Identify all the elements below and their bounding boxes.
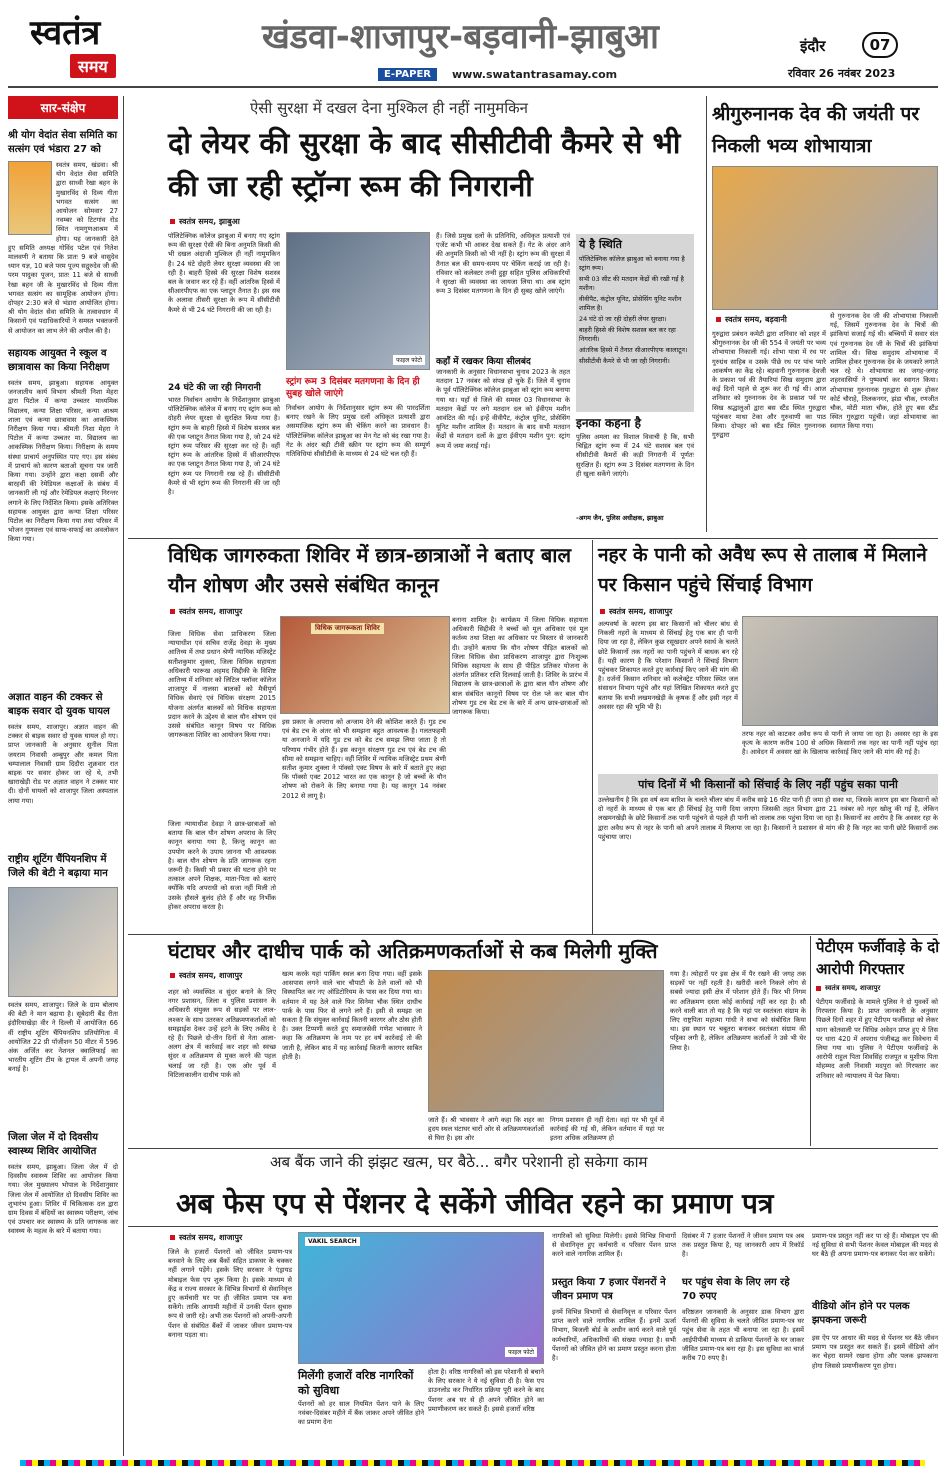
ghanta-col2: खत्म करके यहां पार्किंग स्थल बना दिया गया। वहीं इसके आसपास लगने वाले चार चौपाटी के ठेले वालों को भी विस्थापित कर नए ऑडिटोरियम के पास कर दिया गया था। वर्तमान में यह ठेले वाले फिर सिनेमा चौक स्थित दाधीच पार्क के पास फिर से लगने लगे हैं। इसी से समझा जा सकता है कि संयुक्त कार्रवाई कितनी कारगर और ठोस होती है। उक्त टिप्पणी करते हुए समाजसेवी गणेश भावसार ने कहा कि अतिक्रमण के नाम पर हर वर्ष कार्रवाई तो की जाती है, लेकिन बाद में यह कार्रवाई कितनी कारगर साबित होती है। bbox=[282, 970, 422, 1061]
lead-byline: स्वतंत्र समय, झाबुआ bbox=[170, 216, 240, 227]
date-label: रविवार 26 नवंबर 2023 bbox=[788, 67, 896, 80]
info-item: बाहरी हिस्से की विशेष सशस्त्र बल कर रहा निगरानी। bbox=[579, 326, 676, 343]
info-box-title: ये है स्थिति bbox=[579, 238, 622, 251]
sidebar-item-3-body: स्वतंत्र समय, शाजापुर। अज्ञात वाहन की टक्कर से बाइक सवार दो युवक घायल हो गए। प्राप्त जानकारी के अनुसार सुनील पिता जयराम निवासी अम्बुपुर और कमल पिता चम्पालाल निवासी ग्राम दिदौरा शुक्रवार रात बाइक पर सवार होकर जा रहे थे, तभी खाराखेड़ी रोड पर अज्ञात वाहन ने टक्कर मार दी। दोनों घायलों को शाजापुर जिला अस्पताल लाया गया। bbox=[8, 723, 118, 805]
section-divider-3 bbox=[128, 1148, 938, 1149]
ghanta-col4: गया है। त्योहारों पर इस क्षेत्र में पैर रखने की जगह तक सड़कों पर नहीं रहती है। खरीदी करने निकले लोग से सबसे ज्यादा इसी क्षेत्र में परेशान होते हैं। फिर भी निगम का अतिक्रमण दस्ता कोई कार्रवाई नहीं कर रहा है। सौ करने वाली बात तो यह है कि यहां पर स्वतंत्रता संग्राम के लिए राष्ट्रपिता महात्मा गांधी ने सभा को संबोधित किया था। इस स्थान पर चबूतरा बनाकर स्वतंत्रता संग्राम की पट्टिका लगी है, लेकिन अतिक्रमण कर्ताओं ने उसे भी घेर लिया है। bbox=[670, 970, 806, 1052]
legal-col1b: जिला न्यायाधीश देवड़ा ने छात्र-छात्राओं को बताया कि बाल यौन शोषण अपराध के लिए कानून बनाया गया है, किन्तु कानून का उपयोग करने के उपाय जानना भी आवश्यक है। बाल यौन शोषण के प्रति जागरूक रहना जरूरी है। किसी भी प्रकार की घटना होने पर तत्काल अपने शिक्षक, माता-पिता को बताएं क्योंकि यदि अपराधी को सजा नहीं मिली तो उसके हौसले बुलंद होते हैं और वह निर्भीक होकर अपराध करता है। bbox=[168, 820, 276, 911]
bank-col1: जिले के हजारों पेंशनरों को जीवित प्रमाण-पत्र बनवाने के लिए अब बैंकों सहित डाकघर के चक्कर नहीं लगाने पड़ेंगे। इसके लिए सरकार ने एंड्रायड मोबाइल फेस एप शुरू किया है। इसके माध्यम से केंद्र व राज्य सरकार के विभिन्न विभागों से सेवानिवृत्त हुए कर्मचारी घर पर ही जीवित प्रमाण पत्र बना सकेंगे। ताकि आगामी महीनों में उनकी पेंशन सुचारु रूप से जारी रहे। अभी तक पेंशनरों को अपनी-अपनी पेंशन से संबंधित बैंकों में जाकर जीवन प्रमाण-पत्र बनाना पड़ता था। bbox=[168, 1248, 292, 1339]
sidebar-item-4-body: स्वतंत्र समय, शाजापुर। जिले के ग्राम बोलाय की बेटी ने मान बढ़ाया है। सूबेदारी बैंड रीता इंदौरियाखेड़ा वीर ने दिल्ली में आयोजित 66 वीं राष्ट्रीय शूटिंग चैंपियनशिप प्रतियोगिता में आयोजित 22 प्री पॉजीशन 50 मीटर में 596 अंक अर्जित कर नेशनल क्वालिफाई का भारतीय शूटिंग टीम के ट्रायल में अपनी जगह बनाई है। bbox=[8, 1001, 118, 1074]
info-item: आंतरिक हिस्से में तैनात सीआरपीएफ कालाटून। bbox=[579, 346, 688, 354]
sidebar-divider bbox=[123, 96, 124, 1456]
market-photo bbox=[428, 970, 664, 1112]
legal-col2: इस प्रकार के अपराध को अन्जाम देने की कोशिश करते हैं। गुड टच एवं बेड टच के अंतर को भी समझना बहुत आवश्यक है। गलतफहमी या अनजाने में यदि गुड टच को बेड टच समझ लिया जाता है तो परिणाम गंभीर होते हैं। इस कानून संरक्षण गुड टच एवं बेड टच की सीमा को समझना चाहिए। वहीं शिविर में न्यायिक मजिस्ट्रेट प्रथम श्रेणी सतीश कुमार शुक्ला ने पॉक्सो एक्ट विषय के बारे में बताते हुए कहा कि पॉक्सो एक्ट 2012 भारत का एक कानून है जो बच्चों के यौन शोषण को रोकने के लिए बनाया गया है। यह कानून 14 नवंबर 2012 से लागू है। bbox=[282, 718, 446, 800]
masthead-logo bbox=[30, 14, 160, 84]
lead-sub2: कहाँ में रखकर किया सीलबंद bbox=[436, 357, 531, 367]
lead-col2: निर्वाचन आयोग के निर्देशानुसार स्ट्रांग रूम की पारदर्शिता बनाए रखने के लिए प्रमुख दलों अधिकृत प्रत्याशी द्वारा असमाजिक स्ट्रांग रूम की चेकिंग करने का प्रावधान है। पॉलिटेक्निक कॉलेज झाबुआ का मेन गेट को बंद रखा गया है। गेट के अंदर बड़ी टीवी स्क्रीन पर स्ट्रांग रूम की सम्पूर्ण गतिविधियां सीसीटीवी के माध्यम से 24 घंटे चल रही हैं। bbox=[286, 404, 430, 459]
epaper-label: E-PAPER bbox=[378, 68, 437, 81]
bank-sub1: मिलेंगी हजारों वरिष्ठ नागरिकों को सुविधा bbox=[298, 1369, 414, 1397]
city-label: इंदौर bbox=[800, 37, 826, 55]
sidebar bbox=[8, 96, 118, 1458]
canal-divider bbox=[592, 540, 593, 934]
sidebar-item-2-body: स्वतंत्र समय, झाबुआ। सहायक आयुक्त जनजातीय कार्य विभाग श्रीमती निशा मेहरा द्वारा पिटोल में कन्या उच्चतर माध्यमिक विद्यालय, कन्या शिक्षा परिसर, कन्या आश्रम शाला एवं कन्या छात्रावास का आकस्मिक निरीक्षण किया गया। श्रीमती निशा मेहरा ने पिटोल में कन्या उच्चतर मा. विद्यालय का आकस्मिक निरीक्षण किया। निरीक्षण के समय संस्था प्राचार्य अनुपस्थित पाए गए। इस संबंध में प्राचार्य को कारण बताओ सूचना पत्र जारी किया गया। उन्होंने द्वारा कक्षा दसवीं और बारहवीं की रेमेडियल कक्षाओं के संबंध में जानकारी ली गई और रेमेडियल कक्षाएं निरन्तर लगाने के लिए निर्देशित किया। इसके अतिरिक्त सहायक आयुक्त द्वारा कन्या शिक्षा परिसर पिटोल का निरीक्षण किया गया तथा परिसर में भोजन गुणवत्ता एवं साफ-सफाई का अवलोकन किया गया। bbox=[8, 379, 118, 544]
lead-headline: दो लेयर की सुरक्षा के बाद सीसीटीवी कैमरे से भी की जा रही स्ट्रॉन्ग रूम की निगरानी bbox=[168, 126, 681, 203]
color-registration-strip bbox=[20, 1460, 925, 1466]
strongroom-photo bbox=[286, 232, 430, 370]
info-item: सीसीटीवी कैमरे से भी जा रही निगरानी। bbox=[579, 357, 670, 365]
photo-credit: फाइल फोटो bbox=[393, 355, 425, 365]
legal-byline: स्वतंत्र समय, शाजापुर bbox=[170, 606, 242, 617]
paytm-body: पेटीएम फर्जीवाड़े के मामले पुलिस ने दो युवकों को गिरफ्तार किया है। प्राप्त जानकारी के अनुसार पिछले दिनों शहर में हुए पेटीएम फर्जीवाड़ा को लेकर थाना कोतवाली पर विधिन्न अवेदन प्राप्त हुए थे तिस पर धारा 420 में अपराध पंजीबद्ध कर विवेचना में लिया गया था। पुलिस ने पेटीएम फर्जीवाड़े के आरोपी राहुल पिता शिवसिंह राजपूत व मुशीफ पिता मोहम्मद अली निवासी मदपुरा को गिरफ्तार कर शनिवार को न्यायालय में पेश किया। bbox=[816, 998, 938, 1080]
info-item: वीवीपैट, कंट्रोल यूनिट, प्रोसेसिंग यूनिट मशीन शामिल है। bbox=[579, 295, 682, 312]
paytm-byline: स्वतंत्र समय, शाजापुर bbox=[816, 984, 880, 993]
legal-col1: जिला विधिक सेवा प्राधिकरण जिला न्यायाधीश एवं सचिव राजेंद्र देवड़ा के मुख्य आतिथ्य में तथा प्रधान श्रेणी न्यायिक मजिस्ट्रेट सतीशकुमार शुक्ला, जिला विधिक सहायता अधिकारी फारूख अहमद सिद्दीकी के विशिष्ट आतिथ्य में शनिवार को लिटिल फ्लॉवर कॉलेज शाजापुर में नालसा बालकों को मैत्रीपूर्ण विधिक सेवाएं एवं विधिक संरक्षण 2015 योजना अंतर्गत बालकों को विधिक सहायता प्रदान करने के उद्देश्य से बाल यौन शोषण एवं उससे संबंधित कानून विषय पर विधिक जागरूकता शिविर का आयोजन किया गया। bbox=[168, 630, 276, 740]
sidebar-item-1-title: श्री योग वेदांत सेवा समिति का सत्संग एवं भंडारा 27 को bbox=[8, 130, 118, 155]
legal-headline: विधिक जागरुकता शिविर में छात्र-छात्राओं ने बताए बाल यौन शोषण और उससे संबंधित कानून bbox=[168, 543, 572, 597]
canal-byline: स्वतंत्र समय, शाजापुर bbox=[600, 606, 672, 617]
ghanta-col3b: निगम प्रशासन ही नहीं देता। वहां पर भी पूर्व में कार्रवाई की गई थी, लेकिन वर्तमान में यहां पर इतना अधिक अतिक्रमण हो bbox=[550, 1116, 664, 1143]
ghanta-col3: जाते हैं। श्री भावसार ने आगे कहा कि शहर का हृदय स्थल घंटाघर चारों ओर से अतिक्रमणकर्ताओं से घिरा है। इस ओर bbox=[428, 1116, 544, 1143]
bank-byline: स्वतंत्र समय, शाजापुर bbox=[170, 1232, 242, 1243]
right-col-divider bbox=[706, 96, 707, 532]
bank-col3: नागरिकों को सुविधा मिलेगी। इससे विभिन्न विभागों से सेवानिवृत्त हुए कर्मचारी व परिवार पेंशन प्राप्त करने वाले नागरिक शामिल हैं। bbox=[552, 1232, 676, 1259]
bank-sub2: प्रस्तुत किया 7 हजार पेंशनरों ने जीवन प्रमाण पत्र bbox=[552, 1277, 666, 1302]
quote-text: पुलिस अमला का विशाल विवाची है कि, सभी चिह्नित स्ट्रांग रूम में 24 घंटे सशस्त्र बल एवं सीसीटीवी कैमरों की कड़ी निगरानी में पूर्णतः सुरक्षित हैं। स्ट्रांग रूम 3 दिसंबर मतगणना के दिन ही खुला सकेंगे जाएंगे। bbox=[576, 433, 694, 478]
bank-col2: होता है। वरिष्ठ नागरिकों को इस परेशानी से बचाने के लिए सरकार ने ये नई सुविधा दी है। फेस एप डाउनलोड कर निर्धारित प्रक्रिया पूरी करने के बाद पेंशनर अब घर से ही अपने जीवित होने का प्रमाणीकरण कर सकते हैं। इससे हजारों वरिष्ठ bbox=[428, 1368, 544, 1413]
bank-col5b: इस ऐप पर आधार की मदद से पेंशनर घर बैठे जीवन प्रमाण पत्र प्रस्तुत कर सकते हैं। इसमें वीडियो ऑन कर चेहरा सामने रखना होगा और पलक झपकाना होगा जिससे प्रमाणीकरण पूरा होगा। bbox=[812, 1334, 938, 1370]
legal-col3: बनाना शामिल है। कार्यक्रम में जिला विधिक सहायता अधिकारी सिद्दीकी ने बच्चों को मूल अधिकार एवं मूल कर्तव्य तथा शिक्षा का अधिकार पर विस्तार से जानकारी दी। उन्होंने बताया कि यौन शोषण पीड़ित बालकों को जिला विधिक सेवा प्राधिकरण शाजापुर द्वारा निःशुल्क विधिक सहायता के साथ ही पीड़ित प्रतिकर योजना के अंतर्गत प्रतिकर राशि दिलवाई जाती है। शिविर के प्रारंभ में विद्यालय के छात्र-छात्राओं के द्वारा बाल यौन शोषण और बाल संबंधित कानूनों विषय पर रोल प्ले कर बाल यौन शोषण गुड टच बेड टच के बारे में अन्य छात्र-छात्राओं को जागरूक किया। bbox=[452, 616, 588, 717]
guru-col2: से गुरुनानक देव जी की शोभायात्रा निकाली गई, जिसमें गुरुनानक देव के चित्रों की झांकियां सजाई गई थी। बच्चियों में सवार संत एवं गुरुनानक देव जी के चित्रों की झांकियां शामिल थी। सिख समुदाय शोभायात्रा में शामिल होकर गुरुनानक देव के जयकारे लगाते चल रहे थे। शोभायात्रा का जगह-जगह शहरवासियों ने पुष्पवर्षा कर स्वागत किया। शोभायात्रा गुरुनानक गुरुद्वारा से शुरू होकर कोर्ट चौराहे, तिलकनगर, झंडा चौक, रणजीत चौक, मोटी माता चौक, होते हुए बस स्टैंड स्थित गुरुद्वारा पहुंची। जहां शोभायात्रा का स्वागत किया गया। bbox=[830, 312, 938, 431]
lead-col1: पॉलिटेक्निक कॉलेज झाबुआ में बनाए गए स्ट्रांग रूम की सुरक्षा ऐसी की बिना अनुमति किसी की भी दखल अंदाजी मुश्किल ही नहीं नामुमकिन है। 24 घंटे दोहरी लेयर सुरक्षा व्यवस्था की जा रही है। बाहरी हिस्से की सुरक्षा विशेष सशस्त्र बल के जवान कर रहे हैं। वहीं आंतरिक हिस्से में सीआरपीएफ का एक प्लाटून तैनात है। इस सब के अलावा तीसरी सुरक्षा के रूप में सीसीटीवी कैमरे से भी 24 घंटे निगरानी की जा रही है। bbox=[168, 232, 280, 314]
canal-sub-bar: पांच दिनों में भी किसानों को सिंचाई के लिए नहीं पहुंच सका पानी bbox=[598, 774, 938, 795]
sidebar-item-5-body: स्वतंत्र समय, झाबुआ। जिला जेल में दो दिवसीय स्वास्थ्य शिविर का आयोजन किया गया। जेल मुख्यालय भोपाल के निर्देशानुसार जिला जेल में आयोजित दो दिवसीय शिविर का शुभारंभ हुआ। शिविर में चिकित्सक दल द्वारा ग्राम दिवस में बंदियों का स्वास्थ्य परीक्षण, जांच एवं उपचार कर स्वास्थ्य के प्रति जागरूक कर स्वास्थ्य के महत्व के बारे में बताया गया। bbox=[8, 1163, 118, 1236]
paytm-divider bbox=[810, 936, 811, 1146]
ghanta-headline: घंटाघर और दाधीच पार्क को अतिक्रमणकर्ताओं से कब मिलेगी मुक्ति bbox=[168, 939, 658, 963]
paytm-headline: पेटीएम फर्जीवाड़े के दो आरोपी गिरफ्तार bbox=[816, 938, 940, 978]
info-item: पॉलिटेक्निक कॉलेज झाबुआ को बनाया गया है स्ट्रांग रूम। bbox=[579, 255, 685, 272]
bank-col4b: वरिष्ठजन जानकारी के अनुसार डाक विभाग द्वारा पेंशनरों की सुविधा के चलते जीवित प्रमाण-पत्र घर पहुंच सेवा के तहत भी बनाया जा रहा है। इसमें आईपीपीबी माध्यम से डाकिया पेंशनरों के घर जाकर जीवित प्रमाण-पत्र बना रहा है। इस सुविधा का चार्ज करीब 70 रुपए है। bbox=[682, 1308, 804, 1363]
edition-title: खंडवा-शाजापुर-बड़वानी-झाबुआ bbox=[262, 17, 659, 57]
bank-kicker: अब बैंक जाने की झंझट खत्म, घर बैठे... बगैर परेशानी हो सकेगा काम bbox=[270, 1153, 648, 1171]
quote-box bbox=[576, 414, 694, 532]
sidebar-item-2-title: सहायक आयुक्त ने स्कूल व छात्रावास का किया निरीक्षण bbox=[8, 348, 110, 373]
lead-col3: हैं। जिसे प्रमुख दलों के प्रतिनिधि, अधिकृत प्रत्याशी एवं एजेंट कभी भी आकर देख सकते हैं। गेट के अंदर आने की अनुमति किसी को भी नहीं है। स्ट्रांग रूम की सुरक्षा में तैनात बल की समय-समय पर चेकिंग कराई जा रही है। रविवार को कलेक्टर तन्वी हुड्डा सहित पुलिस अधिकारियों ने सुरक्षा की व्यवस्था का जायजा लिया था। अब स्ट्रांग रूम 3 दिसंबर मतगणना के दिन ही सुबह खोले जाएंगे। bbox=[436, 232, 570, 296]
face-photo-credit: फाइल फोटो bbox=[505, 1347, 537, 1357]
sidebar-item-3-title: अज्ञात वाहन की टक्कर से बाइक सवार दो युवक घायल bbox=[8, 692, 110, 717]
sidebar-item-1-body: स्वतंत्र समय, खंडवा। श्री योग वेदांत सेवा समिति द्वारा साध्वी रेखा बहन के मुखारविंद से दिव्य गीता भगवत सत्संग का आयोजन सोमवार 27 नवम्बर को टिटगांव रोड स्थित नामगुणआश्रम में होगा। यह जानकारी देते हुए समिति अध्यक्ष गोविंद पटेल एवं नितेश मालवणी ने बताया कि प्रातः 9 बजे वासुदेव ध्यान यज्ञ, 10 बजे परम पूज्य सद्गुरुदेव जी की परम पादुका पूजन, प्रातः 11 बजे से साध्वी रेखा बहन जी के मुखारविंद से दिव्य गीता भगवत सत्संग का सामूहिक आयोजन होगा। दोपहर 2:30 बजे से भंडारा आयोजित होगा। श्री योग वेदांत सेवा समिति के तत्वावधान में किसानों एवं पदाधिकारियों ने समस्त भक्तजनों से आयोजन का लाभ लेने की अपील की है। bbox=[8, 161, 118, 335]
legal-photo bbox=[280, 616, 450, 714]
logo-top: स्वतंत्र bbox=[30, 13, 101, 53]
procession-photo bbox=[712, 166, 938, 310]
sidebar-portrait bbox=[8, 161, 52, 235]
face-app-photo bbox=[298, 1232, 544, 1364]
logo-bottom: समय bbox=[70, 54, 116, 78]
bank-sub4: वीडियो ऑन होने पर पलक झपकना जरूरी bbox=[812, 1301, 910, 1326]
quote-attribution: -अगम जैन, पुलिस अधीक्षक, झाबुआ bbox=[576, 514, 664, 522]
bank-sub3: घर पहुंच सेवा के लिए लग रहे 70 रुपए bbox=[682, 1277, 790, 1302]
masthead-divider bbox=[8, 86, 938, 88]
bank-headline: अब फेस एप से पेंशनर दे सकेंगे जीवित रहने का प्रमाण पत्र bbox=[176, 1187, 774, 1220]
canal-caption: तरफ नहर को काटकर अवैध रूप से पानी ले जाया जा रहा है। अवसर रहा के इस कृत्य के कारण करीब 100 से अधिक किसानों तक नहर का पानी नहीं पहुंच रहा है। आवेदन में अवसर खां के खिलाफ कार्रवाई किए जाने की मांग की गई है। bbox=[742, 730, 938, 757]
bank-divider bbox=[128, 1226, 938, 1227]
section-divider-1 bbox=[128, 538, 938, 539]
bank-col1b: पेंशनरों को हर साल नियमित पेंशन पाने के लिए नवंबर-दिसंबर महीने में बैंक जाकर अपने जीवित होने का प्रमाण देना bbox=[298, 1400, 424, 1427]
canal-col2: उल्लेखनीय है कि इस वर्ष कम बारिश के चलते चीलर बांध में करीब साढ़े 16 फीट पानी ही जमा हो सका था, जिसके कारण इस बार किसानों को दो नहरों के माध्यम से एक बार ही सिंचाई हेतु पानी दिया जाएगा जिसकी तहत विभाग द्वारा 21 नवंबर को नहर खोलू की गई है, लेकिन लखमनखेड़ी के छोटे किसानों तक पानी पहुंचने से पहले ही पानी को तालाब तक पहुंचा दिया जा रहा है। किसानों का आरोप है कि अवसर रहा के द्वारा अवैध रूप से नहर के पानी को अपने तालाब में मिलाया जा रहा है। किसानों ने प्रशासन से मांग की है कि नहर का पानी छोटे किसानों तक पहुंचाया जाए। bbox=[598, 796, 938, 841]
quote-title: इनका कहना है bbox=[576, 416, 641, 430]
sidebar-item-5-title: जिला जेल में दो दिवसीय स्वास्थ्य शिविर आयोजित bbox=[8, 1132, 98, 1157]
info-item: 24 घंटे दो जा रही दोहरी लेयर सुरक्षा। bbox=[579, 315, 667, 323]
guru-headline: श्रीगुरुनानक देव की जयंती पर निकली भव्य शोभायात्रा bbox=[712, 103, 920, 157]
bank-col3b: इनमें विभिन्न विभागों से सेवानिवृत्त व परिवार पेंशन प्राप्त करने वाले नागरिक शामिल हैं। इनमें ऊर्जा विभाग, बिजली बोर्ड के अधीन कार्य करने वाले पूर्व कर्मचारियों, अधिकारियों की संख्या ज्यादा है। सभी पेंशनरों को जीवित होने का प्रमाण प्रस्तुत करना होता है। bbox=[552, 1308, 676, 1363]
legal-photo-banner: विधिक जागरूकता शिविर bbox=[311, 623, 384, 634]
lead-sub1: 24 घंटे की जा रही निगरानी bbox=[168, 383, 261, 393]
bank-col5: प्रमाण-पत्र प्रस्तुत नहीं कर पा रहे हैं। मोबाइल एप की नई सुविधा से सभी पेंशनर केवल मोबाइल की मदद से घर बैठे ही अपना प्रमाण-पत्र बनाकर पेश कर सकेंगे। bbox=[812, 1232, 938, 1259]
lead-col1b: भारत निर्वाचन आयोग के निर्देशानुसार झाबुआ पॉलिटेक्निक कॉलेज में बनाए गए स्ट्रांग रूम को दोहरी लेयर सुरक्षा से सुरक्षित किया गया है। स्ट्रांग रूम के बाहरी हिस्से में विशेष सशस्त्र बल की एक प्लाटून तैनात किया गया है, जो 24 घंटे स्ट्रांग रूम परिसर की सुरक्षा कर रहे हैं। वहीं स्ट्रांग रूम के आंतरिक हिस्से में सीआरपीएफ का एक प्लाटून तैनात किया गया है, जो 24 घंटे स्ट्रांग रूम पर निगरानी रख रहे हैं। सीसीटीवी कैमरे से भी स्ट्रांग रूम की निगरानी की जा रही है। bbox=[168, 396, 280, 497]
lead-kicker: ऐसी सुरक्षा में दखल देना मुश्किल ही नहीं नामुमकिन bbox=[250, 99, 528, 117]
guru-col1: गुरुद्वारा प्रबंधन कमेटी द्वारा शनिवार को शहर में श्रीगुरुनानक देव जी की 554 वें जयंती पर भव्य शोभायात्रा निकाली गई। शोभा यात्रा में रथ पर गुरुग्रंथ साहिब व उसके पीछे रथ पर पांच प्यारे आकर्षण का केंद्र रहे। बड़वानी गुरुनानक देवजी के प्रकाश पर्व की तैयारियां सिख समुदाय द्वारा कई दिनों पहले से शुरू कर दी गई थी। आज शनिवार को गुरुनानक देव के प्रकाश पर्व पर सिख श्रद्धालुओं द्वारा बस स्टैंड स्थित गुरुद्वारा पहुंचकर माथा टेका और गुरुवाणी का पाठ किया। दोपहर को बस स्टैंड स्थित गुरुनानक गुरुद्वारा bbox=[712, 330, 826, 440]
guru-byline: स्वतंत्र समय, बड़वानी bbox=[716, 314, 787, 325]
info-item: सभी 03 सीट की मतदान केंद्रों की रखी गई है मशीन। bbox=[579, 275, 684, 292]
page-number: 07 bbox=[862, 32, 898, 58]
strongroom-caption: स्ट्रांग रूम 3 दिसंबर मतगणना के दिन ही सुबह खोले जाएंगे bbox=[286, 377, 420, 399]
app-label: VAKIL SEARCH bbox=[305, 1237, 360, 1246]
website-link[interactable]: www.swatantrasamay.com bbox=[452, 68, 618, 81]
ghanta-byline: स्वतंत्र समय, शाजापुर bbox=[170, 970, 242, 981]
section-divider-2 bbox=[128, 934, 938, 935]
bank-col4: दिसंबर में 7 हजार पेंशनरों ने जीवन प्रमाण पत्र अब तक प्रस्तुत किया है, यह जानकारी आप में रिकॉर्ड है। bbox=[682, 1232, 804, 1259]
info-box bbox=[576, 234, 694, 412]
sidebar-item-4-title: राष्ट्रीय शूटिंग चैंपियनशिप में जिले की बेटी ने बढ़ाया मान bbox=[8, 854, 108, 879]
canal-headline: नहर के पानी को अवैध रूप से तालाब में मिलाने पर किसान पहुंचे सिंचाई विभाग bbox=[598, 544, 927, 596]
canal-col1: अल्पवर्षा के कारण इस बार किसानों को चीलर बांध से निकली नहरों के माध्यम से सिंचाई हेतु एक बार ही पानी दिया जा रहा है, लेकिन कुछ रसूखदार अपने स्वार्थ के चलते छोटे किसानों तक नहरों का पानी पहुंचने में बाधक बन रहे हैं। यही कारण है कि परेशान किसानों ने सिंचाई विभाग पहुंचकर शिकायत करते हुए कार्रवाई किए जाने की मांग की है। दर्जनों किसान शनिवार को कलेक्ट्रेट परिसर स्थित जल संसाधन विभाग पहुंचे और यहां लिखित शिकायत करते हुए बताया कि सभी लखमनखेड़ी के कृषक हैं और इसी नहर में अवसर रहा की भूमि भी है। bbox=[598, 620, 738, 711]
ghanta-col1: शहर को व्यवस्थित व सुंदर बनाने के लिए नगर प्रशासन, जिला व पुलिस प्रशासन के अधिकारी संयुक्त रूप से सड़कों पर लाल-लश्कर के साथ उतरकर अतिक्रमणकर्ताओं को समझाईश देकर उन्हें हटने के लिए तकीद दे रहे हैं। पिछले दो-तीन दिनों से नेता आला-अलग क्षेत्र में कार्रवाई कर शहर को स्वच्छ सुंदर व अतिक्रमण से मुक्त करने की पहल चलाई जा रही है। एक ओर पूर्व में विटिलाकालीन दाधीच पार्क को bbox=[168, 988, 276, 1079]
sidebar-shooting-photo bbox=[8, 887, 118, 997]
sidebar-header: सार-संक्षेप bbox=[8, 96, 118, 119]
farmers-photo bbox=[742, 616, 938, 726]
lead-col3b: जानकारी के अनुसार विधानसभा चुनाव 2023 के तहत मतदान 17 नवंबर को संपन्न हो चुके हैं। जिले में चुनाव के पूर्व पॉलिटेक्निक कॉलेज झाबुआ को स्ट्रांग रूम बनाया गया था। यहाँ से जिले की समस्त 03 विधानसभा के मतदान केंद्रों पर लगे मतदान दल को ईवीएम मशीन आवंटित की गई। इन्हें वीवीपैट, कंट्रोल यूनिट, प्रोसेसिंग यूनिट मशीन शामिल हैं। मतदान के बाद सभी मतदान केंद्रों से मतदान दलों के द्वारा ईवीएम मशीन पुन: स्ट्रांग रूम में जमा कराई गई। bbox=[436, 368, 570, 450]
